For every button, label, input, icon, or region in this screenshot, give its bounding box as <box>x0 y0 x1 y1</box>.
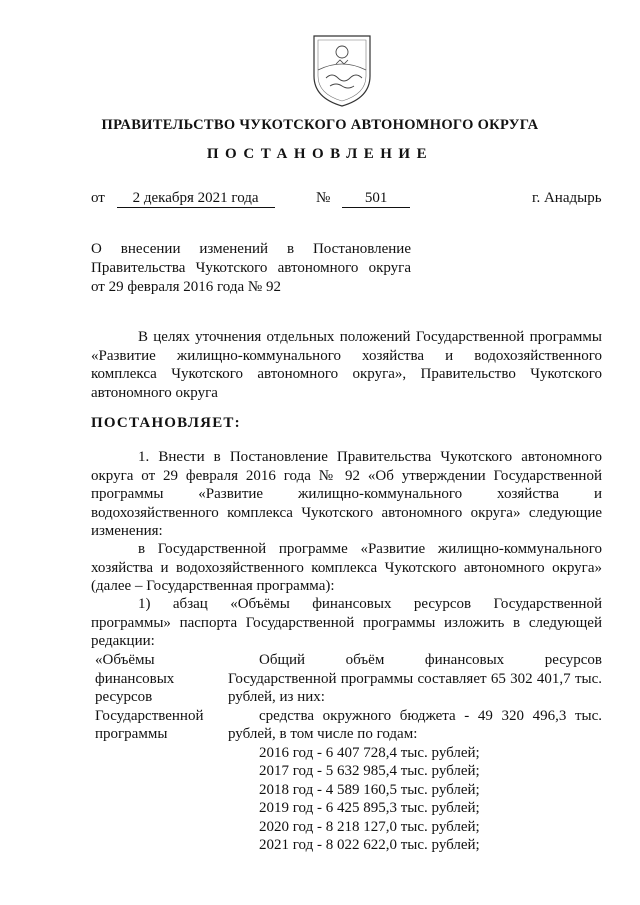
item-line: округа от 29 февраля 2016 года № 92 «Об утверждении Государственной <box>91 467 602 484</box>
value-line: рублей, в том числе по годам: <box>228 726 418 742</box>
item-1-sub <box>91 540 602 596</box>
subject-line: О внесении изменений в Постановление <box>91 241 411 257</box>
value-line: средства окружного бюджета - 49 320 496,3 тыс. <box>259 707 602 724</box>
preamble-line: комплекса Чукотского автономного округа», Правительство Чукотского <box>91 366 602 382</box>
government-title: ПРАВИТЕЛЬСТВО ЧУКОТСКОГО АВТОНОМНОГО ОКРУГА <box>101 117 539 133</box>
label-line: программы <box>95 726 168 742</box>
year-line: 2018 год - 4 589 160,5 тыс. рублей; <box>259 781 480 798</box>
document-date: 2 декабря 2021 года <box>117 190 275 208</box>
label-line: финансовых <box>95 670 175 687</box>
item-line: программы» паспорта Государственной программы изложить в следующей <box>91 614 602 631</box>
item-line: редакции: <box>91 633 155 649</box>
item-line: (далее – Государственная программа): <box>91 578 335 594</box>
item-line: 1) абзац «Объёмы финансовых ресурсов Государственной <box>138 596 602 612</box>
item-line: водохозяйственного комплекса Чукотского автономного округа» следующие <box>91 504 602 521</box>
item-line: программы «Развитие жилищно-коммунального хозяйства и <box>91 486 602 502</box>
label-line: Государственной <box>95 707 204 724</box>
resolves-heading: ПОСТАНОВЛЯЕТ: <box>91 415 241 431</box>
subject-line: от 29 февраля 2016 года № 92 <box>91 279 281 295</box>
city: г. Анадырь <box>532 190 602 206</box>
preamble-line: В целях уточнения отдельных положений Государственной программы <box>138 329 602 345</box>
number-label: № <box>316 190 331 206</box>
label-line: ресурсов <box>95 689 153 705</box>
value-line: Общий объём финансовых ресурсов <box>259 652 602 668</box>
year-line: 2016 год - 6 407 728,4 тыс. рублей; <box>259 744 480 761</box>
year-line: 2017 год - 5 632 985,4 тыс. рублей; <box>259 763 480 779</box>
item-1 <box>91 448 602 541</box>
item-line: 1. Внести в Постановление Правительства Чукотского автономного <box>138 449 602 465</box>
item-1-1 <box>91 595 602 651</box>
number-block <box>316 190 410 208</box>
value-line: Государственной программы составляет 65 302 401,7 тыс. <box>228 670 602 687</box>
table-label-cell <box>95 651 215 744</box>
item-line: хозяйства и водохозяйственного комплекса Чукотского автономного округа» <box>91 559 602 576</box>
preamble-line: автономного округа <box>91 384 218 401</box>
document-type: ПОСТАНОВЛЕНИЕ <box>206 146 434 162</box>
item-line: в Государственной программе «Развитие жилищно-коммунального <box>138 541 602 557</box>
document-subject <box>91 240 411 297</box>
date-block <box>91 190 275 208</box>
year-line: 2021 год - 8 022 622,0 тыс. рублей; <box>259 837 480 853</box>
preamble <box>91 328 602 402</box>
label-line: «Объёмы <box>95 652 155 668</box>
year-line: 2019 год - 6 425 895,3 тыс. рублей; <box>259 800 480 816</box>
value-line: рублей, из них: <box>228 689 325 705</box>
item-line: изменения: <box>91 523 163 539</box>
document-number: 501 <box>342 190 410 208</box>
subject-line: Правительства Чукотского автономного округа <box>91 260 411 276</box>
coat-of-arms-icon <box>306 30 378 110</box>
table-value-cell <box>228 651 602 855</box>
from-label: от <box>91 190 105 206</box>
year-line: 2020 год - 8 218 127,0 тыс. рублей; <box>259 818 480 835</box>
preamble-line: «Развитие жилищно-коммунального хозяйства и водохозяйственного <box>91 347 602 364</box>
